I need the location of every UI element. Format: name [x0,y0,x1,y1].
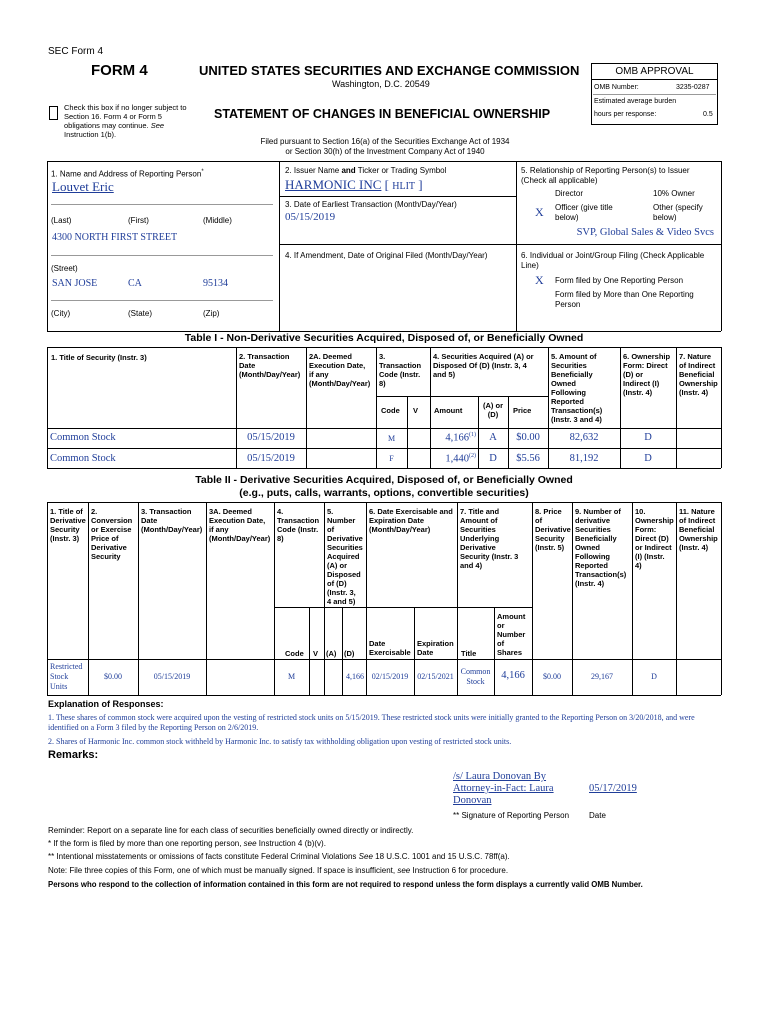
filed-pursuant-line2: or Section 30(h) of the Investment Company Act of 1940 [285,147,485,156]
ten-percent-owner-option: 10% Owner [653,189,695,198]
box6-label1: 6. Individual or Joint/Group Filing (Check Applicable [521,251,705,260]
director-option: Director [555,189,584,198]
t2-h7: 7. Title and Amount of Securities Underlying Derivative Security (Instr. 3 and 4) [460,507,519,570]
state-label: (State) [128,309,153,318]
t1-h6: 6. Ownership Form: Direct (D) or Indirect (I) (Instr. 4) [623,352,671,397]
t2-h4: 4. Transaction Code (Instr. 8) [277,507,320,543]
t2-h3: 3. Transaction Date (Month/Day/Year) [141,507,203,534]
t2-r1-form: D [651,672,657,681]
one-person-check-mark: X [535,273,544,287]
t1-h1: 1. Title of Security (Instr. 3) [51,353,147,362]
explanation-heading: Explanation of Responses: [48,699,164,709]
reporting-person-name[interactable]: Louvet Eric [52,179,114,194]
t2-r1-exercisable: 02/15/2019 [371,672,409,681]
more-reporting-persons-option: Form filed by More than One Reporting Person [555,290,694,309]
t1-r1-ad: A [489,432,497,443]
footer-note: Note: File three copies of this Form, one of which must be manually signed. If space is insufficient, see Instruction 6 for procedure. [48,866,509,875]
footer-omb-notice: Persons who respond to the collection of information contained in this form are not required to respond unless the form displays a currently valid OMB Number. [48,880,643,889]
t2-sub-d: (D) [344,649,355,658]
table2-title: Table II - Derivative Securities Acquired, Disposed of, or Beneficially Owned (e.g., puts, calls, warrants, options, convertible securities) [195,474,573,499]
omb-burden-label: Estimated average burden [594,98,677,105]
t2-sub-v: V [313,649,319,658]
t1-h4: 4. Securities Acquired (A) or Disposed Of (D) (Instr. 3, 4 and 5) [433,352,534,379]
sec-form-label: SEC Form 4 [48,46,104,57]
t1-h2: 2. Transaction Date (Month/Day/Year) [239,352,301,379]
omb-hours-label: hours per response: [594,111,657,118]
t2-r1-title: Restricted Stock Units [50,662,83,691]
one-reporting-person-option: Form filed by One Reporting Person [555,276,684,285]
issuer-name: HARMONIC INC [ HLIT ] [285,177,423,192]
t2-h2: 2. Conversion or Exercise Price of Derivative Security [91,507,133,561]
table1-title: Table I - Non-Derivative Securities Acquired, Disposed of, or Beneficially Owned [184,332,584,344]
t2-r1-underlying: Common Stock [460,667,491,686]
t1-sub-ad: (A) or (D) [483,401,503,419]
other-option: Other (specify below) [653,203,703,222]
t1-sub-amount: Amount [434,406,463,415]
t1-sub-code: Code [381,406,400,415]
signature-label: ** Signature of Reporting Person [453,811,570,820]
zip-value: 95134 [203,278,228,289]
remarks-heading: Remarks: [48,749,99,761]
t1-r2-title: Common Stock [50,453,116,464]
t2-h8: 8. Price of Derivative Security (Instr. 5) [535,507,571,552]
t1-r1-amount: 4,166$^{(1)}$ [445,432,476,444]
footnote-1: 1. These shares of common stock were acquired upon the vesting of restricted stock units on 5/15/2019. These restricted stock units were initially granted to the Reporting Person on 3/20/2018, and were identified on a Form 3 filed by the Reporting Person on 2/6/2019. [48,713,695,732]
t1-r2-date: 05/15/2019 [247,453,295,464]
t2-r1-date: 05/15/2019 [153,672,191,681]
no-longer-subject-checkbox[interactable] [49,106,58,120]
city-label: (City) [51,309,71,318]
checkbox-label: Check this box if no longer subject to Section 16. Form 4 or Form 5 obligations may continue. See Instruction 1(b). [64,103,187,139]
first-label: (First) [128,216,149,225]
t2-h9: 9. Number of derivative Securities Beneficially Owned Following Reported Transaction(s) (Instr. 4) [575,507,627,588]
t2-h5: 5. Number of Derivative Securities Acquired (A) or Disposed of (D) (Instr. 3, 4 and 5) [327,507,363,606]
form-title: FORM 4 [91,62,148,79]
filed-pursuant-line1: Filed pursuant to Section 16(a) of the Securities Exchange Act of 1934 [260,137,510,146]
state-value: CA [128,278,142,289]
t1-r1-form: D [644,432,652,443]
t2-r1-owned: 29,167 [591,672,613,681]
t2-r1-code: M [287,672,296,681]
t2-sub-a: (A) [326,649,337,658]
street-value: 4300 NORTH FIRST STREET [52,232,178,243]
t2-h1: 1. Title of Derivative Security (Instr. 3) [50,507,86,543]
t1-h5: 5. Amount of Securities Beneficially Owned Following Reported Transaction(s) (Instr. 3 and 4) [551,352,603,424]
t2-r1-disposed: 4,166 [346,672,364,681]
omb-number-label: OMB Number: [594,84,639,91]
box6-label2: Line) [521,261,539,270]
t1-r2-ad: D [489,453,497,464]
officer-title: SVP, Global Sales & Video Svcs [576,227,714,238]
t1-h2a: 2A. Deemed Execution Date, if any (Month/Day/Year) [309,352,371,388]
box5-label1: 5. Relationship of Reporting Person(s) to Issuer [521,166,690,175]
t2-sub-title: Title [461,649,477,658]
t1-r2-form: D [644,453,652,464]
t2-r1-shares: 4,166 [501,670,525,681]
t1-r1-price: $0.00 [516,432,540,443]
signature-date: 05/17/2019 [589,783,637,794]
t1-sub-price: Price [513,406,532,415]
t1-r1-owned: 82,632 [569,432,599,443]
date-label: Date [589,811,606,820]
commission-title: UNITED STATES SECURITIES AND EXCHANGE COMMISSION [199,63,580,78]
omb-number: 3235-0287 [676,84,710,91]
t1-r1-title: Common Stock [50,432,116,443]
t2-sub-expiration: Expiration Date [417,639,454,657]
omb-title: OMB APPROVAL [615,66,694,77]
t2-r1-expiration: 02/15/2021 [417,672,454,681]
footer-star2: ** Intentional misstatements or omissions of facts constitute Federal Criminal Violations See 18 U.S.C. 1001 and 15 U.S.C. 78ff(a). [48,852,510,861]
t2-h10: 10. Ownership Form: Direct (D) or Indirect (I) (Instr. 4) [635,507,674,570]
t1-r1-date: 05/15/2019 [247,432,295,443]
t2-h11: 11. Nature of Indirect Beneficial Ownership (Instr. 4) [679,507,718,552]
last-label: (Last) [51,216,72,225]
footer-star1: * If the form is filed by more than one reporting person, see Instruction 4 (b)(v). [48,839,326,848]
t2-sub-code: Code [285,649,304,658]
commission-city: Washington, D.C. 20549 [332,79,430,89]
officer-option: Officer (give title below) [555,203,613,222]
box4-label: 4. If Amendment, Date of Original Filed (Month/Day/Year) [285,251,488,260]
t2-r1-deriv-price: $0.00 [543,672,561,681]
t1-h3: 3. Transaction Code (Instr. 8) [379,352,422,388]
t1-r2-amount: 1,440$^{(2)}$ [445,453,476,465]
t2-sub-amount: Amount or Number of Shares [497,612,526,657]
box1-label: 1. Name and Address of Reporting Person* [51,169,204,179]
footnote-2: 2. Shares of Harmonic Inc. common stock withheld by Harmonic Inc. to satisfy tax withholding obligation upon vesting of restricted stock units. [48,737,512,746]
t2-h6: 6. Date Exercisable and Expiration Date (Month/Day/Year) [369,507,453,534]
zip-label: (Zip) [203,309,220,318]
t2-h3a: 3A. Deemed Execution Date, if any (Month/Day/Year) [209,507,271,543]
t1-h7: 7. Nature of Indirect Beneficial Ownership (Instr. 4) [679,352,718,397]
t2-r1-price: $0.00 [104,672,122,681]
t1-r2-code: F [389,454,394,463]
t1-sub-v: V [413,406,419,415]
signature-name[interactable]: /s/ Laura Donovan By Attorney-in-Fact: Laura Donovan [453,771,554,806]
box3-label: 3. Date of Earliest Transaction (Month/Day/Year) [285,200,457,209]
t2-sub-exercisable: Date Exercisable [369,639,411,657]
t1-r2-price: $5.56 [516,453,540,464]
street-label: (Street) [51,264,78,273]
t1-r2-owned: 81,192 [569,453,599,464]
omb-hours: 0.5 [703,111,713,118]
city-value: SAN JOSE [52,278,98,289]
box2-label: 2. Issuer Name and Ticker or Trading Symbol [285,166,447,175]
earliest-transaction-date: 05/15/2019 [285,211,336,223]
reminder-text: Reminder: Report on a separate line for each class of securities beneficially owned directly or indirectly. [48,826,414,835]
t1-r1-code: M [387,434,396,443]
officer-check-mark: X [535,205,544,219]
box5-label2: (Check all applicable) [521,176,598,185]
middle-label: (Middle) [203,216,232,225]
statement-title: STATEMENT OF CHANGES IN BENEFICIAL OWNERSHIP [214,107,551,121]
